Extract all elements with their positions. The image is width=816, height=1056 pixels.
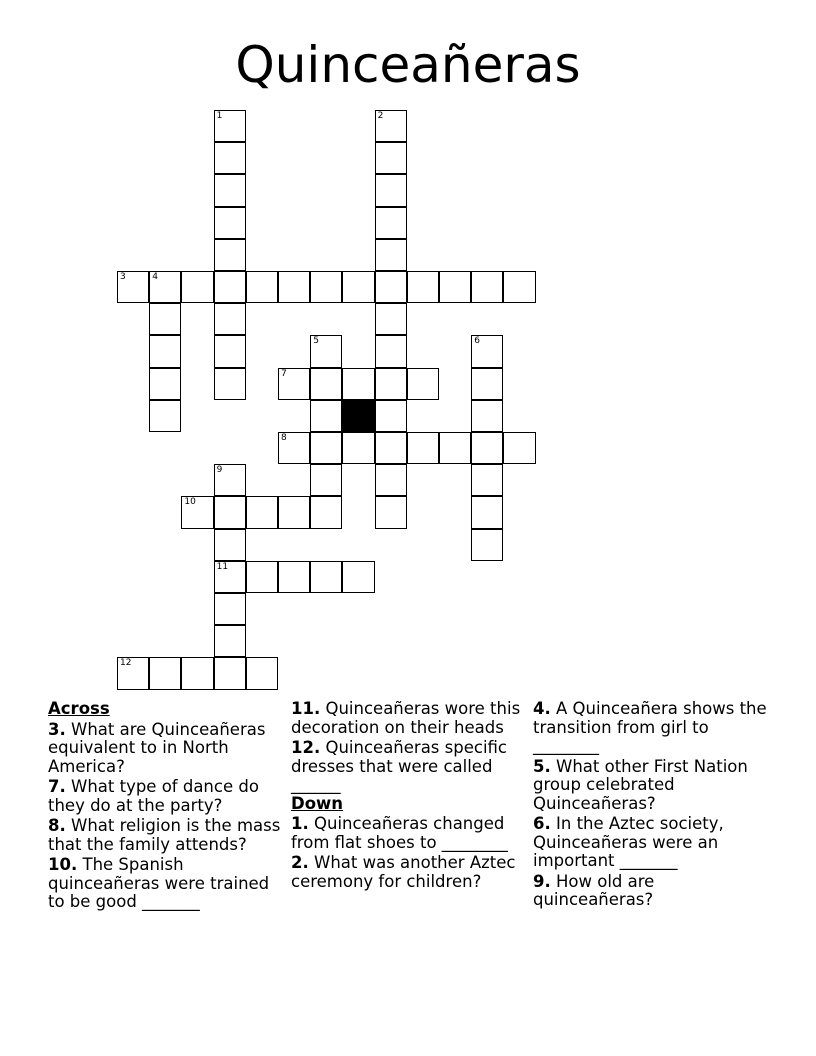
grid-cell[interactable] — [149, 657, 181, 689]
page-title: Quinceañeras — [235, 36, 581, 94]
grid-cell[interactable] — [471, 400, 503, 432]
clue-across-11: 11. Quinceañeras wore this decoration on their heads — [291, 699, 521, 737]
clue-down-5: 5. What other First Nation group celebrated Quinceañeras? — [533, 756, 748, 813]
grid-cell[interactable] — [471, 496, 503, 528]
grid-cell[interactable] — [471, 271, 503, 303]
grid-cell[interactable] — [310, 464, 342, 496]
grid-cell[interactable] — [310, 335, 342, 367]
down-heading: Down — [291, 793, 344, 813]
clue-across-3: 3. What are Quinceañeras equivalent to in North America? — [48, 719, 266, 776]
cell-number: 4 — [152, 272, 158, 282]
cell-number: 5 — [313, 336, 319, 347]
grid-cell[interactable] — [246, 271, 278, 303]
grid-cell[interactable] — [471, 432, 503, 464]
grid-cell[interactable] — [214, 561, 246, 593]
grid-cell[interactable] — [310, 432, 342, 464]
grid-cell[interactable] — [278, 368, 310, 400]
grid-block — [342, 400, 374, 432]
clues-column-3 — [533, 700, 769, 910]
grid-cell[interactable] — [214, 142, 246, 174]
cell-number: 11 — [216, 561, 229, 572]
grid-cell[interactable] — [310, 271, 342, 303]
grid-cell[interactable] — [375, 303, 407, 335]
grid-cell[interactable] — [342, 432, 374, 464]
grid-cell[interactable] — [214, 464, 246, 496]
grid-cell[interactable] — [375, 400, 407, 432]
grid-cell[interactable] — [471, 335, 503, 367]
across-heading: Across — [48, 699, 110, 718]
clue-down-9: 9. How old are quinceañeras? — [533, 871, 655, 909]
grid-cell[interactable] — [310, 561, 342, 593]
clue-down-4: 4. A Quinceañera shows the transition from girl to ________ — [533, 699, 767, 755]
grid-cell[interactable] — [375, 335, 407, 367]
grid-cell[interactable] — [342, 271, 374, 303]
grid-cell[interactable] — [117, 657, 149, 689]
clue-down-2: 2. What was another Aztec ceremony for children? — [291, 853, 516, 891]
grid-cell[interactable] — [214, 239, 246, 271]
grid-cell[interactable] — [214, 271, 246, 303]
grid-cell[interactable] — [407, 368, 439, 400]
clue-down-6: 6. In the Aztec society, Quinceañeras were an important _______ — [533, 814, 724, 870]
grid-cell[interactable] — [181, 657, 213, 689]
grid-cell[interactable] — [149, 335, 181, 367]
grid-cell[interactable] — [214, 110, 246, 142]
grid-cell[interactable] — [149, 368, 181, 400]
cell-number: 9 — [216, 465, 223, 476]
grid-cell[interactable] — [503, 432, 535, 464]
grid-cell[interactable] — [278, 496, 310, 528]
grid-cell[interactable] — [375, 464, 407, 496]
grid-cell[interactable] — [375, 368, 407, 400]
grid-cell[interactable] — [407, 432, 439, 464]
clue-down-1: 1. Quinceañeras changed from flat shoes to ________ — [291, 814, 508, 852]
grid-cell[interactable] — [375, 239, 407, 271]
grid-cell[interactable] — [407, 271, 439, 303]
grid-cell[interactable] — [278, 432, 310, 464]
grid-cell[interactable] — [375, 174, 407, 206]
cell-number: 6 — [474, 336, 480, 347]
cell-number: 12 — [120, 658, 132, 669]
grid-cell[interactable] — [375, 271, 407, 303]
grid-cell[interactable] — [246, 657, 278, 689]
grid-cell[interactable] — [181, 271, 213, 303]
grid-cell[interactable] — [214, 593, 246, 625]
grid-cell[interactable] — [181, 496, 213, 528]
clues-column-1 — [48, 700, 284, 912]
grid-cell[interactable] — [214, 657, 246, 689]
grid-cell[interactable] — [214, 625, 246, 657]
grid-cell[interactable] — [375, 432, 407, 464]
grid-cell[interactable] — [149, 303, 181, 335]
grid-cell[interactable] — [310, 368, 342, 400]
clue-across-12: 12. Quinceañeras specific dresses that were called ______ — [291, 738, 507, 794]
grid-cell[interactable] — [375, 496, 407, 528]
grid-cell[interactable] — [342, 368, 374, 400]
grid-cell[interactable] — [214, 174, 246, 206]
grid-cell[interactable] — [214, 496, 246, 528]
cell-number: 1 — [216, 111, 223, 121]
grid-cell[interactable] — [375, 142, 407, 174]
cell-number: 3 — [120, 272, 126, 282]
grid-cell[interactable] — [149, 271, 181, 303]
grid-cell[interactable] — [310, 400, 342, 432]
clue-across-10: 10. The Spanish quinceañeras were trained to be good _______ — [48, 855, 270, 911]
grid-cell[interactable] — [471, 368, 503, 400]
grid-cell[interactable] — [214, 529, 246, 561]
cell-number: 8 — [281, 433, 287, 443]
cell-number: 2 — [377, 111, 384, 121]
grid-cell[interactable] — [375, 207, 407, 239]
grid-cell[interactable] — [117, 271, 149, 303]
grid-cell[interactable] — [246, 561, 278, 593]
clue-across-8: 8. What religion is the mass that the family attends? — [48, 816, 281, 854]
grid-cell[interactable] — [342, 561, 374, 593]
clues-column-2 — [291, 700, 527, 891]
grid-cell[interactable] — [503, 271, 535, 303]
grid-cell[interactable] — [214, 303, 246, 335]
grid-cell[interactable] — [471, 464, 503, 496]
grid-cell[interactable] — [278, 561, 310, 593]
grid-cell[interactable] — [439, 432, 471, 464]
grid-cell[interactable] — [149, 400, 181, 432]
grid-cell[interactable] — [375, 110, 407, 142]
grid-cell[interactable] — [214, 207, 246, 239]
cell-number: 10 — [184, 497, 196, 508]
grid-cell[interactable] — [310, 496, 342, 528]
cell-number: 7 — [281, 368, 287, 379]
grid-cell[interactable] — [214, 368, 246, 400]
grid-cell[interactable] — [439, 271, 471, 303]
grid-cell[interactable] — [214, 335, 246, 367]
grid-cell[interactable] — [278, 271, 310, 303]
grid-cell[interactable] — [246, 496, 278, 528]
grid-cell[interactable] — [471, 529, 503, 561]
clue-across-7: 7. What type of dance do they do at the party? — [48, 777, 259, 815]
